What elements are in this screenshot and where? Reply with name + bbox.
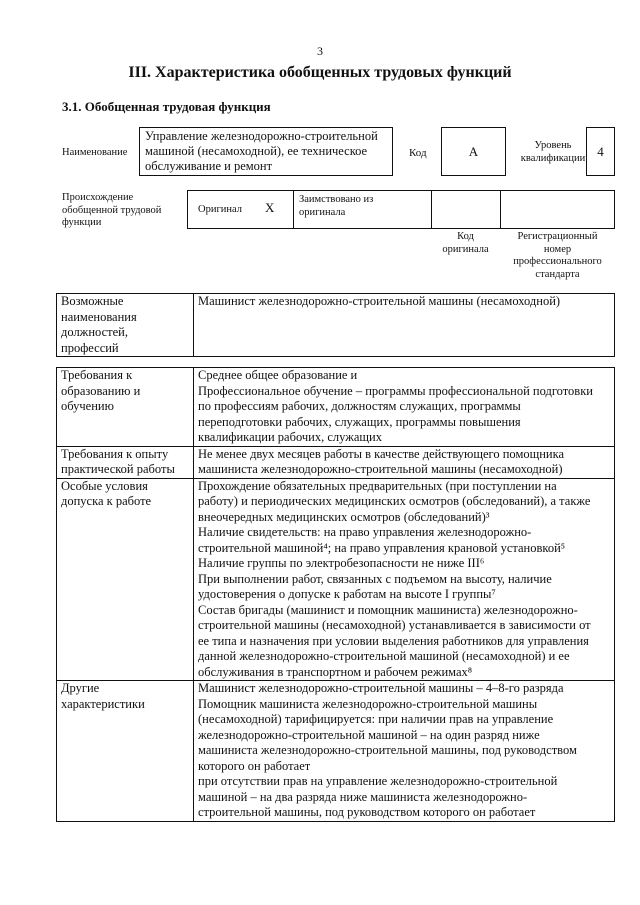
other-value-line: Машинист железнодорожно-строительной машины – 4–8-го разряда	[198, 681, 564, 695]
other-label	[57, 681, 194, 822]
admission-value	[194, 478, 615, 681]
name-value-line: Управление железнодорожно-строительной	[145, 129, 378, 143]
admission-value-line: Состав бригады (машинист и помощник машиниста) железнодорожно-	[198, 602, 578, 617]
requirements-table	[56, 367, 615, 822]
education-value	[194, 368, 615, 447]
experience-label	[57, 446, 194, 478]
reg-number-caption-line: стандарта	[535, 268, 580, 280]
experience-label-line: практической работы	[61, 462, 175, 476]
origin-label-line: функции	[62, 217, 102, 228]
experience-value-line: машиниста железнодорожно-строительной машины (несамоходной)	[198, 462, 563, 476]
reg-number-caption-line: Регистрационный	[517, 231, 598, 242]
admission-value-line: Наличие свидетельств: на право управления железнодорожно-	[198, 525, 532, 539]
education-value-line: переподготовки рабочих, служащих, программы повышения	[198, 414, 521, 429]
origin-label-line: обобщенной трудовой	[62, 204, 162, 216]
education-label-line: Требования к	[61, 368, 133, 382]
admission-value-line: внеочередных медицинских осмотров (обследований)³	[198, 509, 490, 524]
education-value-line: Среднее общее образование и	[198, 368, 358, 382]
other-value-line: строительной машины, под руководством которого он работает	[198, 805, 536, 819]
positions-row	[57, 294, 615, 357]
admission-value-line: данной железнодорожно-строительной машиной (несамоходной) и ее	[198, 649, 570, 663]
code-original-caption-line: Код	[457, 231, 474, 242]
level-label-line: Уровень	[534, 140, 572, 151]
education-value-line: Профессиональное обучение – программы профессиональной подготовки	[198, 383, 593, 398]
origin-divider	[431, 190, 432, 229]
admission-value-line: ее типа и назначения при условии выделения работников для управления	[198, 633, 589, 648]
requirements-row-admission	[57, 478, 615, 681]
requirements-row-education	[57, 368, 615, 447]
original-label: Оригинал	[198, 204, 242, 215]
level-value-box	[586, 127, 615, 176]
reg-number-caption	[500, 231, 615, 281]
admission-value-line: удостоверения о допуске к работам на высоте I группы⁷	[198, 587, 496, 601]
admission-value-line: строительной машины (несамоходной) устанавливается в зависимости от	[198, 618, 591, 632]
requirements-row-other	[57, 681, 615, 822]
other-label-line: характеристики	[61, 696, 145, 711]
positions-label	[57, 294, 194, 357]
borrowed-label-line: Заимствовано из	[299, 194, 374, 205]
name-value-line: обслуживание и ремонт	[145, 159, 273, 173]
education-label-line: образованию и	[61, 383, 141, 398]
requirements-row-experience	[57, 446, 615, 478]
subsection-title: 3.1. Обобщенная трудовая функция	[62, 99, 271, 114]
other-value-line: (несамоходной) тарифицируется: при наличии прав на управление	[198, 712, 554, 726]
admission-label	[57, 478, 194, 681]
name-value-box	[139, 127, 393, 176]
other-value-line: машиниста железнодорожно-строительной машины, под руководством	[198, 743, 577, 757]
positions-label-line: наименования	[61, 309, 137, 324]
code-value-box	[441, 127, 506, 176]
positions-value: Машинист железнодорожно-строительной машины (несамоходной)	[194, 294, 615, 357]
section-title: III. Характеристика обобщенных трудовых функций	[128, 64, 512, 81]
admission-label-line: допуска к работе	[61, 494, 152, 508]
admission-value-line: При выполнении работ, связанных с подъемом на высоту, наличие	[198, 571, 552, 586]
level-value: 4	[597, 144, 604, 159]
experience-value	[194, 446, 615, 478]
education-label	[57, 368, 194, 447]
reg-number-caption-line: номер	[543, 243, 572, 255]
borrowed-label-line: оригинала	[299, 206, 346, 218]
positions-table	[56, 293, 615, 357]
code-value: A	[468, 144, 479, 159]
name-value-line: машиной (несамоходной), ее техническое	[145, 144, 368, 158]
code-original-caption	[431, 231, 500, 256]
admission-value-line: работу) и периодических медицинских осмотров (обследований), а также	[198, 494, 591, 508]
admission-value-line: строительной машиной⁴; на право управления крановой установкой⁵	[198, 540, 566, 555]
admission-value-line: Прохождение обязательных предварительных (при поступлении на	[198, 478, 557, 493]
original-mark: X	[265, 200, 275, 215]
experience-value-line: Не менее двух месяцев работы в качестве действующего помощника	[198, 446, 565, 461]
other-value-line: которого он работает	[198, 758, 311, 773]
positions-label-line: Возможные	[61, 294, 124, 308]
other-value	[194, 681, 615, 822]
other-value-line: при отсутствии прав на управление железнодорожно-строительной	[198, 774, 558, 788]
other-value-line: машиной – на два разряда ниже машиниста железнодорожно-	[198, 789, 528, 804]
origin-divider	[293, 190, 294, 229]
name-label: Наименование	[62, 147, 128, 158]
level-label-line: квалификации	[520, 152, 586, 164]
other-label-line: Другие	[61, 681, 100, 695]
borrowed-label	[299, 194, 373, 219]
origin-label-line: Происхождение	[62, 192, 134, 203]
education-value-line: по профессиям рабочих, должностям служащих, программы	[198, 399, 521, 413]
education-label-line: обучению	[61, 399, 114, 413]
other-value-line: железнодорожно-строительной машиной – на один разряд ниже	[198, 727, 540, 742]
origin-divider	[500, 190, 501, 229]
positions-label-line: должностей,	[61, 325, 128, 339]
admission-value-line: Наличие группы по электробезопасности не ниже III⁶	[198, 556, 485, 570]
page-number: 3	[317, 44, 323, 58]
admission-label-line: Особые условия	[61, 478, 148, 493]
education-value-line: квалификации рабочих, служащих	[198, 430, 382, 444]
admission-value-line: обслуживания в транспортном и рабочем режимах⁸	[198, 664, 473, 679]
other-value-line: Помощник машиниста железнодорожно-строительной машины	[198, 696, 538, 711]
positions-label-line: профессий	[61, 340, 119, 355]
code-original-caption-line: оригинала	[442, 243, 489, 255]
name-value	[145, 129, 378, 174]
reg-number-caption-line: профессионального	[513, 256, 602, 267]
origin-label	[62, 192, 161, 230]
level-label	[520, 140, 586, 165]
origin-box	[187, 190, 615, 229]
experience-label-line: Требования к опыту	[61, 446, 169, 461]
code-label: Код	[409, 147, 427, 159]
